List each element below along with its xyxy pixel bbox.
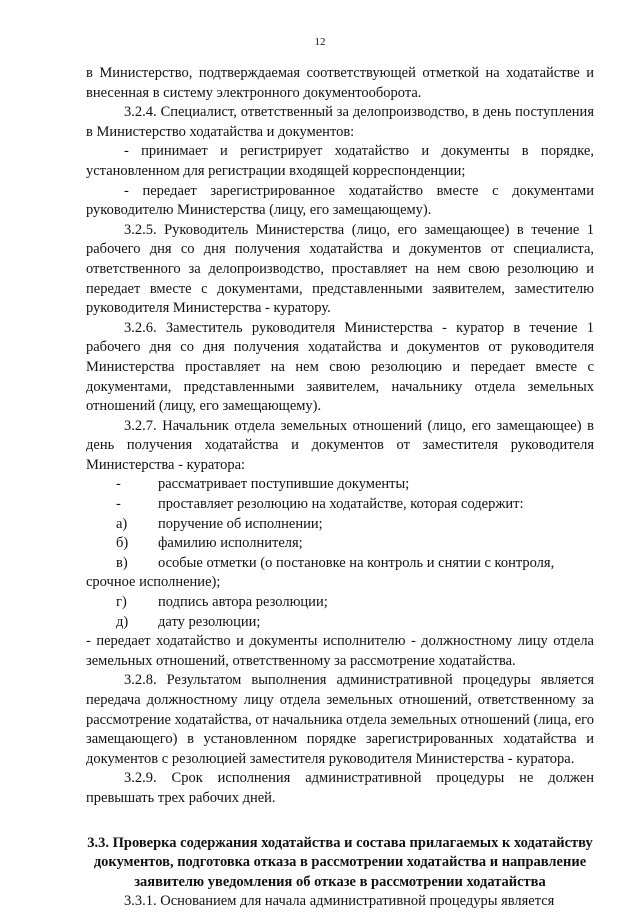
list-item bbox=[86, 495, 594, 515]
list-text: проставляет резолюцию на ходатайстве, которая содержит: bbox=[158, 496, 524, 513]
list-text: дату резолюции; bbox=[158, 613, 261, 630]
list-item bbox=[86, 613, 594, 633]
list-text: рассматривает поступившие документы; bbox=[158, 476, 410, 493]
list-text: фамилию исполнителя; bbox=[158, 535, 303, 552]
list-text: особые отметки (о постановке на контроль и снятии с контроля, bbox=[158, 554, 555, 571]
list-item bbox=[86, 475, 594, 495]
list-marker: - bbox=[116, 476, 121, 493]
list-marker: - bbox=[116, 496, 121, 513]
paragraph: 3.2.9. Срок исполнения административной процедуры не должен превышать трех рабочих дней. bbox=[86, 770, 594, 806]
paragraph: в Министерство, подтверждаемая соответствующей отметкой на ходатайстве и внесенная в систему электронного документооборота. bbox=[86, 65, 594, 101]
list-item bbox=[86, 534, 594, 554]
section-heading: 3.3. Проверка содержания ходатайства и состава прилагаемых к ходатайству документов, подготовка отказа в рассмотрении ходатайства и направление заявителю уведомления об отказе в рассмотрении ходатайства bbox=[87, 834, 593, 890]
list-item bbox=[86, 593, 594, 613]
list-marker: в) bbox=[116, 554, 128, 571]
paragraph: - передает ходатайство и документы исполнителю - должностному лицу отдела земельных отношений, ответственному за рассмотрение ходатайства. bbox=[86, 633, 594, 669]
list-marker: д) bbox=[116, 613, 129, 630]
paragraph: - принимает и регистрирует ходатайство и документы в порядке, установленном для регистрации входящей корреспонденции; bbox=[86, 143, 594, 179]
paragraph: 3.2.6. Заместитель руководителя Министерства - куратор в течение 1 рабочего дня со дня получения ходатайства и документов от руководителя Министерства проставляет на нем свою резолюцию и передает вместе с документами, представленными заявителем, начальнику отдела земельных отношений (лицу, его замещающему). bbox=[86, 319, 594, 415]
list-text: подпись автора резолюции; bbox=[158, 594, 328, 611]
paragraph: 3.2.7. Начальник отдела земельных отношений (лицо, его замещающее) в день получения ходатайства и документов от заместителя руководителя Министерства - куратора: bbox=[86, 417, 594, 473]
list-text: поручение об исполнении; bbox=[158, 515, 323, 532]
list-marker: г) bbox=[116, 594, 127, 611]
document-body bbox=[86, 64, 594, 912]
resolution-list bbox=[86, 475, 594, 632]
page-number: 12 bbox=[314, 36, 326, 48]
paragraph: 3.2.8. Результатом выполнения административной процедуры является передача должностному лицу отдела земельных отношений, ответственному за рассмотрение ходатайства, от начальника отдела земельных отношений (лица, его замещающего) в установленном порядке зарегистрированных ходатайства и документов с резолюцией заместителя руководителя Министерства - куратора. bbox=[86, 672, 594, 767]
list-marker: а) bbox=[116, 515, 128, 532]
paragraph: 3.2.4. Специалист, ответственный за делопроизводство, в день поступления в Министерство ходатайства и документов: bbox=[86, 104, 594, 140]
list-marker: б) bbox=[116, 535, 129, 552]
paragraph: - передает зарегистрированное ходатайство вместе с документами руководителю Министерства (лицу, его замещающему). bbox=[86, 182, 594, 219]
paragraph: 3.2.5. Руководитель Министерства (лицо, его замещающее) в течение 1 рабочего дня со дня получения ходатайства и документов от специалиста, ответственного за делопроизводство, проставляет на нем свою резолюцию и передает вместе с документами, представленными заявителем, заместителю руководителя Министерства - куратору. bbox=[86, 221, 594, 317]
paragraph: 3.3.1. Основанием для начала административной процедуры является bbox=[124, 893, 555, 910]
list-item bbox=[86, 515, 594, 535]
list-item bbox=[86, 554, 594, 574]
list-item-continuation: срочное исполнение); bbox=[86, 574, 221, 591]
